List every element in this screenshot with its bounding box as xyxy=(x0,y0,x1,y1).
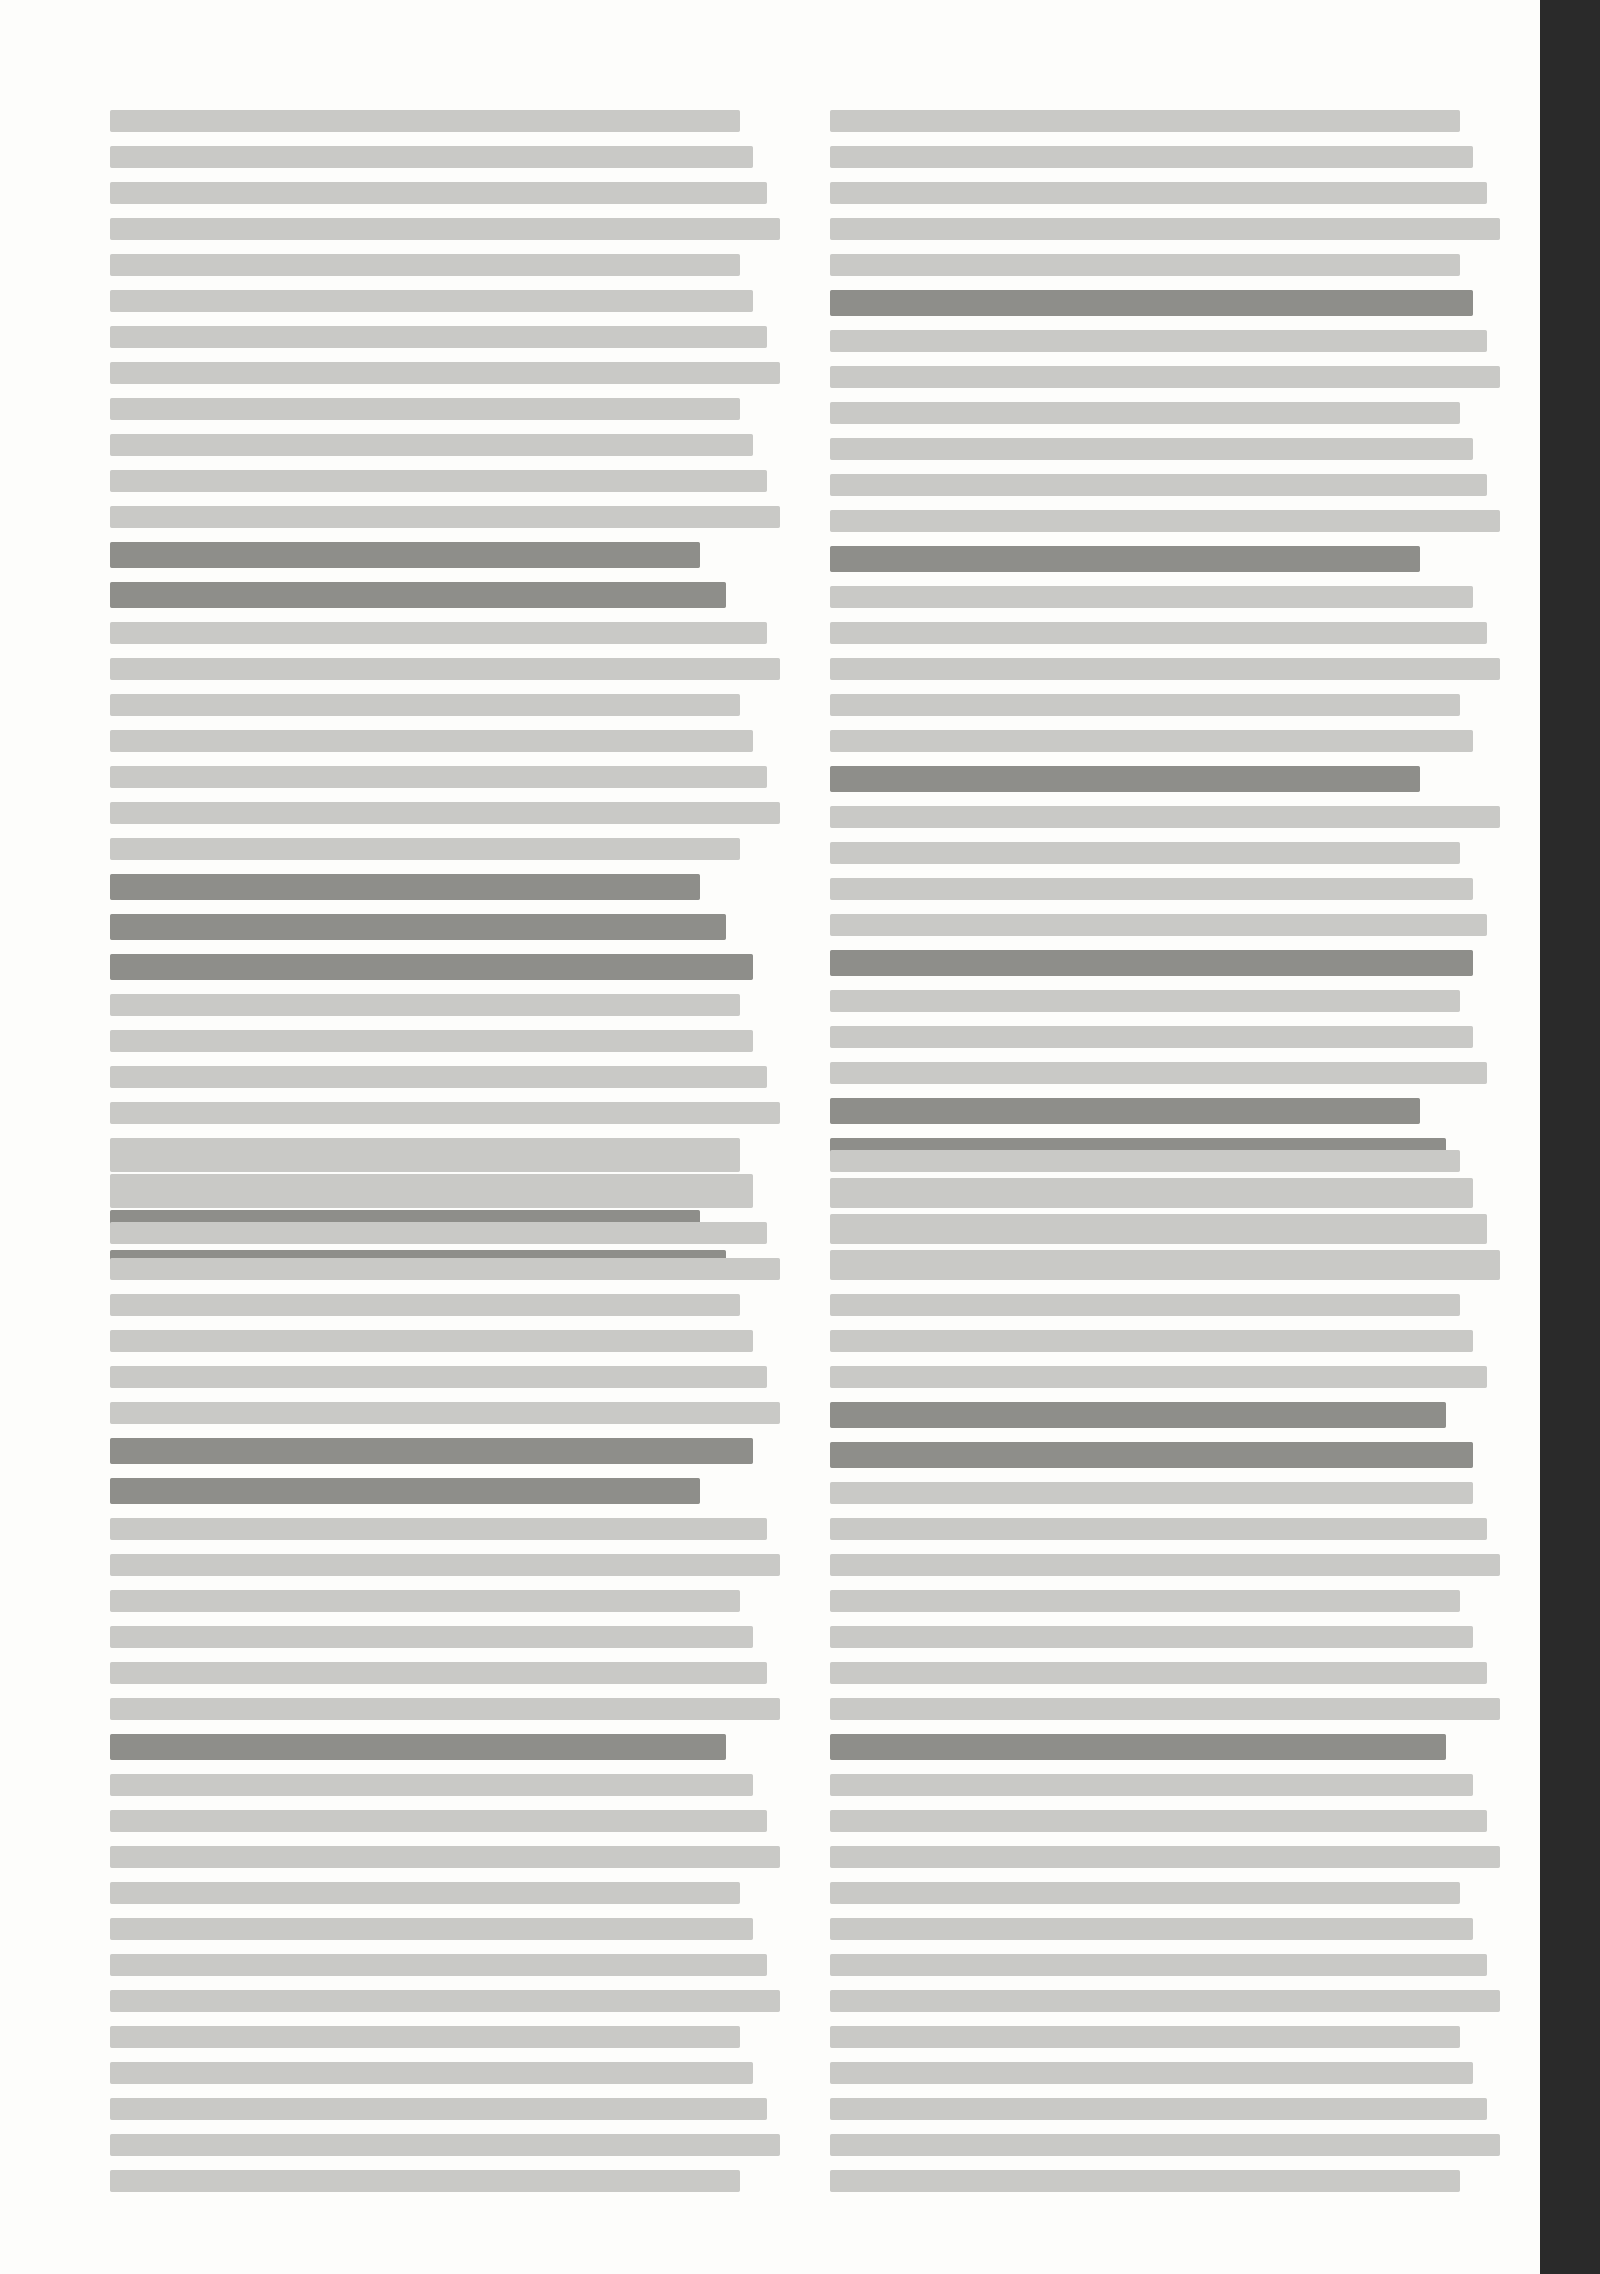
prose-line xyxy=(830,2026,1460,2048)
dialogue-line xyxy=(830,1734,1446,1760)
prose-line xyxy=(830,1698,1500,1720)
prose-line xyxy=(110,1918,753,1940)
prose-line xyxy=(830,1846,1500,1868)
prose-line xyxy=(830,1882,1460,1904)
prose-line xyxy=(110,838,740,860)
prose-line xyxy=(110,994,740,1016)
prose-line xyxy=(110,1698,780,1720)
text-block-top-left xyxy=(110,110,780,1276)
prose-line xyxy=(110,470,767,492)
prose-line xyxy=(110,2026,740,2048)
dialogue-line xyxy=(110,1438,753,1464)
dialogue-line xyxy=(830,1442,1473,1468)
prose-line xyxy=(830,366,1500,388)
prose-line xyxy=(830,110,1460,132)
prose-line xyxy=(830,2170,1460,2192)
prose-line xyxy=(110,1066,767,1088)
prose-line xyxy=(110,1102,780,1124)
prose-line xyxy=(830,2134,1500,2156)
prose-line xyxy=(110,766,767,788)
dialogue-line xyxy=(830,766,1420,792)
dialogue-line xyxy=(830,290,1473,316)
dialogue-line xyxy=(110,914,726,940)
prose-line xyxy=(110,1402,780,1424)
prose-line xyxy=(830,1150,1460,1172)
dialogue-line xyxy=(830,1402,1446,1428)
prose-line xyxy=(110,254,740,276)
prose-line xyxy=(830,1774,1473,1796)
prose-line xyxy=(110,1554,780,1576)
prose-line xyxy=(110,1626,753,1648)
dialogue-line xyxy=(110,1734,726,1760)
prose-line xyxy=(830,1062,1487,1084)
prose-line xyxy=(110,434,753,456)
dialogue-line xyxy=(830,1098,1420,1124)
dialogue-line xyxy=(110,874,700,900)
prose-line xyxy=(830,1186,1473,1208)
prose-line xyxy=(830,1482,1473,1504)
prose-line xyxy=(110,1150,740,1172)
prose-line xyxy=(830,842,1460,864)
prose-line xyxy=(110,2170,740,2192)
prose-line xyxy=(110,398,740,420)
prose-line xyxy=(110,1954,767,1976)
prose-line xyxy=(830,330,1487,352)
prose-line xyxy=(830,1258,1500,1280)
prose-line xyxy=(110,802,780,824)
prose-line xyxy=(110,1330,753,1352)
prose-line xyxy=(830,806,1500,828)
prose-line xyxy=(110,1590,740,1612)
prose-line xyxy=(830,1330,1473,1352)
prose-line xyxy=(830,1222,1487,1244)
prose-line xyxy=(830,1810,1487,1832)
prose-line xyxy=(830,2098,1487,2120)
prose-line xyxy=(110,1774,753,1796)
page-header-strip xyxy=(1540,0,1600,2274)
prose-line xyxy=(110,290,753,312)
dialogue-line xyxy=(110,954,753,980)
prose-line xyxy=(110,1222,767,1244)
prose-line xyxy=(110,218,780,240)
prose-line xyxy=(110,1258,780,1280)
prose-line xyxy=(830,402,1460,424)
prose-line xyxy=(830,2062,1473,2084)
prose-line xyxy=(830,730,1473,752)
prose-line xyxy=(110,1294,740,1316)
prose-line xyxy=(110,1846,780,1868)
prose-line xyxy=(110,2134,780,2156)
prose-line xyxy=(110,658,780,680)
prose-line xyxy=(830,1366,1487,1388)
prose-line xyxy=(110,730,753,752)
prose-line xyxy=(110,2098,767,2120)
prose-line xyxy=(830,182,1487,204)
dialogue-line xyxy=(110,542,700,568)
prose-line xyxy=(830,1554,1500,1576)
prose-line xyxy=(110,622,767,644)
prose-line xyxy=(830,622,1487,644)
dialogue-line xyxy=(110,582,726,608)
prose-line xyxy=(110,1186,753,1208)
prose-line xyxy=(110,326,767,348)
prose-line xyxy=(110,1030,753,1052)
prose-line xyxy=(830,1626,1473,1648)
prose-line xyxy=(110,2062,753,2084)
prose-line xyxy=(110,1882,740,1904)
prose-line xyxy=(110,1518,767,1540)
prose-line xyxy=(110,506,780,528)
prose-line xyxy=(110,1810,767,1832)
dialogue-line xyxy=(830,950,1473,976)
prose-line xyxy=(830,1662,1487,1684)
prose-line xyxy=(830,1954,1487,1976)
prose-line xyxy=(110,1990,780,2012)
prose-line xyxy=(110,362,780,384)
prose-line xyxy=(830,1294,1460,1316)
prose-line xyxy=(830,1918,1473,1940)
prose-line xyxy=(830,474,1487,496)
prose-line xyxy=(110,110,740,132)
dialogue-line xyxy=(110,1478,700,1504)
prose-line xyxy=(830,146,1473,168)
prose-line xyxy=(830,586,1473,608)
text-block-top-right xyxy=(830,110,1500,1272)
prose-line xyxy=(830,1026,1473,1048)
text-block-bottom-right xyxy=(830,1150,1500,2192)
prose-line xyxy=(830,1518,1487,1540)
prose-line xyxy=(830,1590,1460,1612)
prose-line xyxy=(830,510,1500,532)
prose-line xyxy=(110,146,753,168)
prose-line xyxy=(830,1990,1500,2012)
prose-line xyxy=(830,990,1460,1012)
prose-line xyxy=(110,694,740,716)
dialogue-line xyxy=(830,546,1420,572)
prose-line xyxy=(830,438,1473,460)
prose-line xyxy=(830,694,1460,716)
prose-line xyxy=(830,878,1473,900)
prose-line xyxy=(110,1662,767,1684)
prose-line xyxy=(830,658,1500,680)
prose-line xyxy=(830,914,1487,936)
text-block-bottom-left xyxy=(110,1150,780,2192)
prose-line xyxy=(110,1366,767,1388)
prose-line xyxy=(830,254,1460,276)
prose-line xyxy=(110,182,767,204)
prose-line xyxy=(830,218,1500,240)
